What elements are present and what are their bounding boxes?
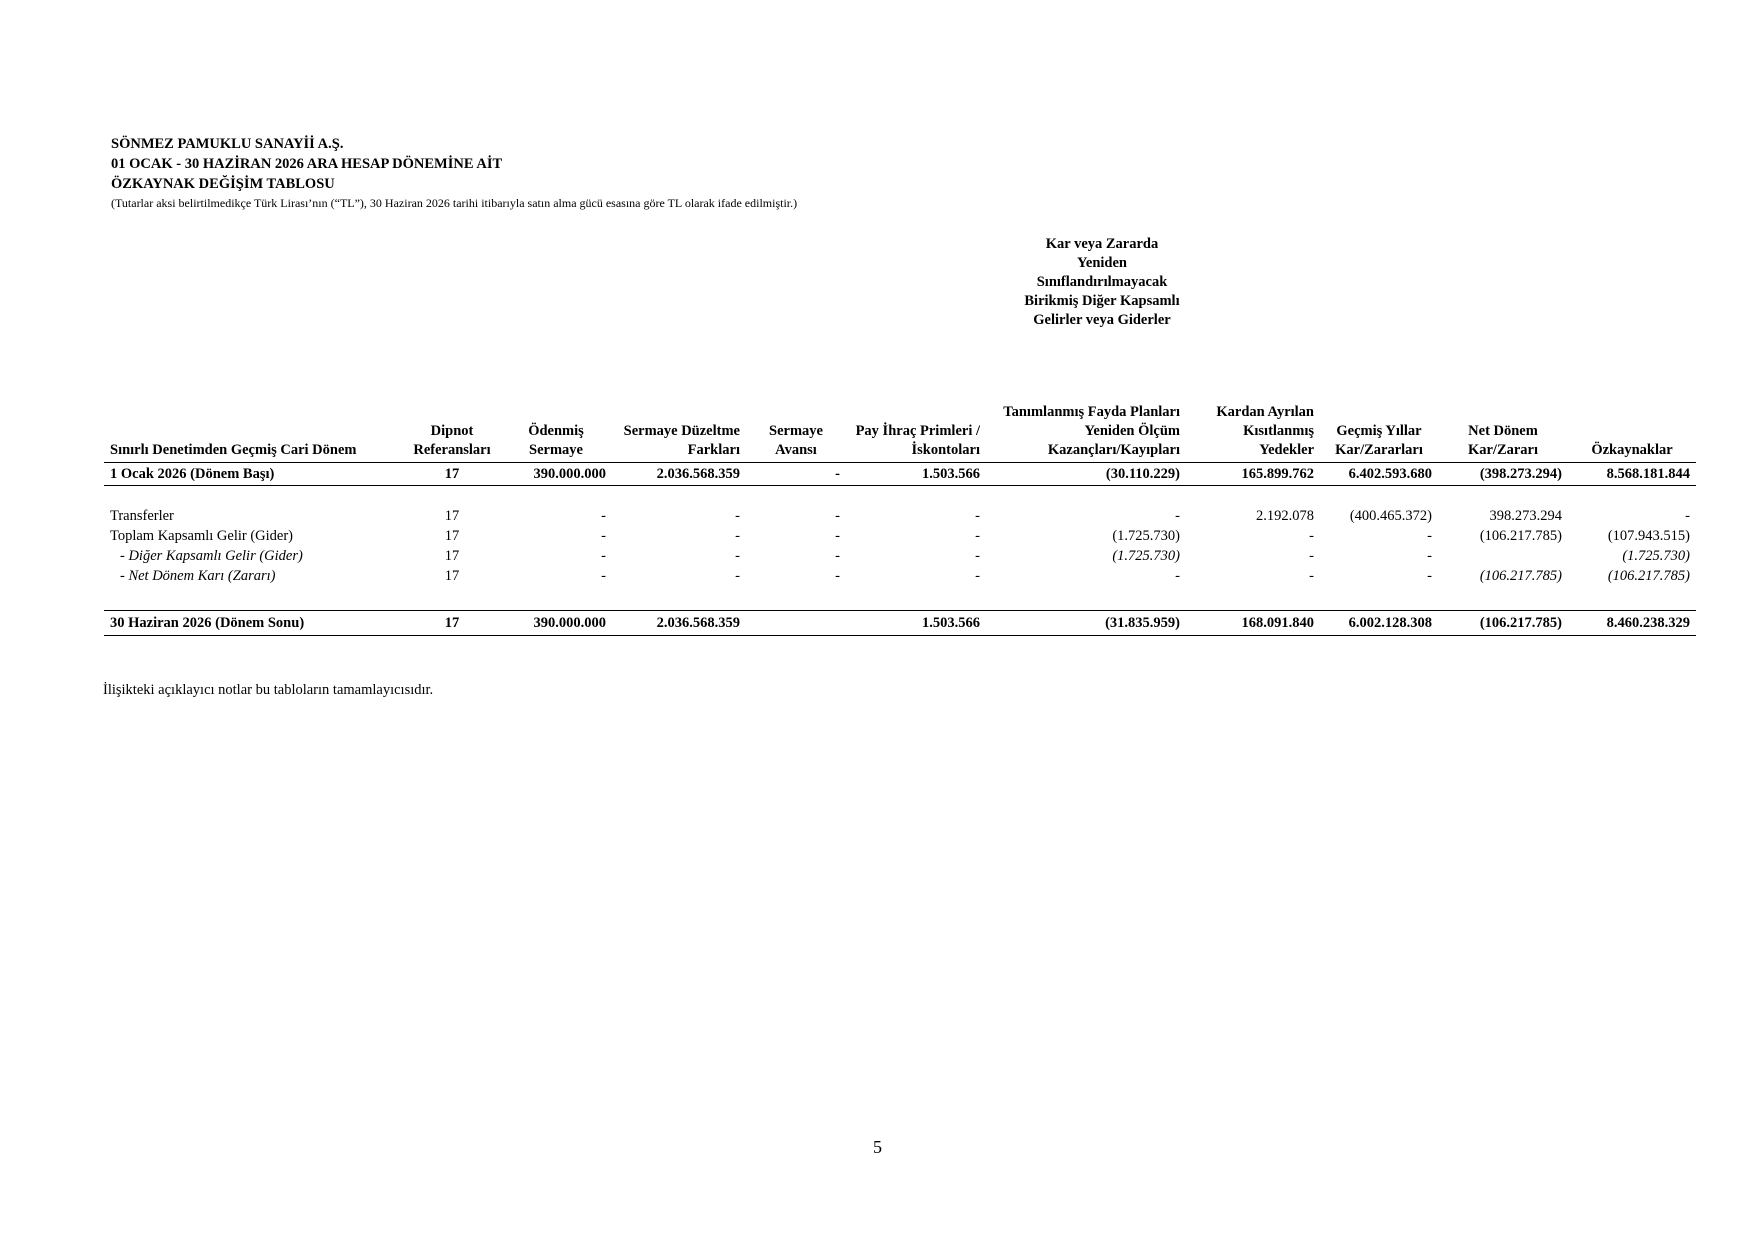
cell-value: (107.943.515) bbox=[1607, 528, 1690, 544]
currency-note: (Tutarlar aksi belirtilmedikçe Türk Lirası’nın (“TL”), 30 Haziran 2026 tarihi itibarıyla satın alma gücü esasına göre TL olarak ifade edilmiştir.) bbox=[111, 196, 798, 210]
cell-value: - bbox=[601, 528, 606, 544]
cell-value: - bbox=[975, 568, 980, 584]
col-header-net-profit: Net Dönem Kar/Zararı bbox=[1438, 403, 1568, 463]
cell-value: - bbox=[735, 528, 740, 544]
cell-value bbox=[746, 611, 846, 636]
cell-value: 6.402.593.680 bbox=[1320, 463, 1438, 486]
row-label-text: - Net Dönem Karı (Zararı) bbox=[120, 568, 276, 584]
group-header-line: Gelirler veya Giderler bbox=[1033, 312, 1171, 328]
cell-value: - bbox=[601, 568, 606, 584]
cell-note: 17 bbox=[404, 611, 500, 636]
cell-value: - bbox=[1427, 548, 1432, 564]
cell-value: 390.000.000 bbox=[500, 463, 612, 486]
col-header-remeasurement: Tanımlanmış Fayda Planları Yeniden Ölçüm Kazançları/Kayıpları bbox=[986, 403, 1186, 463]
cell-value: (30.110.229) bbox=[986, 463, 1186, 486]
cell-value: 6.002.128.308 bbox=[1320, 611, 1438, 636]
col-header-equity: Özkaynaklar bbox=[1568, 403, 1696, 463]
col-header-share-premium: Pay İhraç Primleri /İskontoları bbox=[846, 403, 986, 463]
cell-value: - bbox=[975, 548, 980, 564]
cell-value: 390.000.000 bbox=[500, 611, 612, 636]
document-header bbox=[111, 134, 797, 211]
cell-value: - bbox=[1427, 568, 1432, 584]
row-label: Transferler bbox=[110, 508, 174, 524]
column-header-row bbox=[104, 403, 1696, 463]
table-row-net-profit bbox=[104, 566, 1696, 586]
cell-value: - bbox=[1685, 508, 1690, 524]
table-row-other-comprehensive bbox=[104, 546, 1696, 566]
cell-value: 8.568.181.844 bbox=[1568, 463, 1696, 486]
cell-note: 17 bbox=[444, 548, 460, 564]
cell-value: (1.725.730) bbox=[1112, 528, 1180, 544]
cell-note: 17 bbox=[404, 463, 500, 486]
cell-value: (1.725.730) bbox=[1622, 548, 1690, 564]
equity-changes-table bbox=[104, 403, 1696, 636]
spacer-row bbox=[104, 586, 1696, 611]
row-label bbox=[104, 546, 404, 566]
cell-value: - bbox=[735, 568, 740, 584]
table-row-closing bbox=[104, 611, 1696, 636]
cell-note: 17 bbox=[444, 508, 460, 524]
cell-value: 168.091.840 bbox=[1186, 611, 1320, 636]
cell-value: (398.273.294) bbox=[1438, 463, 1568, 486]
period-title: 01 OCAK - 30 HAZİRAN 2026 ARA HESAP DÖNEMİNE AİT bbox=[111, 156, 503, 172]
row-label bbox=[104, 566, 404, 586]
explanatory-footnote: İlişikteki açıklayıcı notlar bu tabloların tamamlayıcısıdır. bbox=[103, 682, 434, 698]
cell-value: (106.217.785) bbox=[1479, 568, 1562, 584]
cell-value: 2.192.078 bbox=[1256, 508, 1314, 524]
row-label: 1 Ocak 2026 (Dönem Başı) bbox=[104, 463, 404, 486]
cell-value: - bbox=[835, 568, 840, 584]
cell-value: - bbox=[835, 548, 840, 564]
cell-value: 2.036.568.359 bbox=[612, 611, 746, 636]
col-header-paid-capital: Ödenmiş Sermaye bbox=[500, 403, 612, 463]
cell-value: 398.273.294 bbox=[1489, 508, 1562, 524]
col-header-note-ref: Dipnot Referansları bbox=[404, 403, 500, 463]
row-label: 30 Haziran 2026 (Dönem Sonu) bbox=[104, 611, 404, 636]
group-header-line: Sınıflandırılmayacak bbox=[1036, 274, 1168, 290]
cell-value: (400.465.372) bbox=[1349, 508, 1432, 524]
cell-value: (106.217.785) bbox=[1479, 528, 1562, 544]
table-row-transfers bbox=[104, 506, 1696, 526]
row-label-text: - Diğer Kapsamlı Gelir (Gider) bbox=[120, 548, 303, 564]
cell-value: - bbox=[735, 508, 740, 524]
ocı-group-header bbox=[997, 235, 1207, 330]
cell-value: - bbox=[746, 463, 846, 486]
cell-value: - bbox=[835, 528, 840, 544]
cell-value: - bbox=[975, 528, 980, 544]
cell-value: - bbox=[601, 508, 606, 524]
cell-value: - bbox=[1175, 568, 1180, 584]
cell-value: 1.503.566 bbox=[846, 611, 986, 636]
page-number: 5 bbox=[873, 1137, 882, 1157]
cell-value: - bbox=[975, 508, 980, 524]
group-header-line: Yeniden bbox=[1077, 255, 1127, 271]
col-header-retained-earnings: Geçmiş Yıllar Kar/Zararları bbox=[1320, 403, 1438, 463]
cell-value: 165.899.762 bbox=[1186, 463, 1320, 486]
col-header-capital-adjustment: Sermaye Düzeltme Farkları bbox=[612, 403, 746, 463]
cell-value: - bbox=[1309, 528, 1314, 544]
cell-value: 8.460.238.329 bbox=[1568, 611, 1696, 636]
col-header-period: Sınırlı Denetimden Geçmiş Cari Dönem bbox=[104, 403, 404, 463]
group-header-line: Kar veya Zararda bbox=[1045, 236, 1159, 252]
table-row-opening bbox=[104, 463, 1696, 486]
cell-value: - bbox=[735, 548, 740, 564]
cell-note: 17 bbox=[444, 528, 460, 544]
cell-value: - bbox=[1309, 548, 1314, 564]
group-header-line: Birikmiş Diğer Kapsamlı bbox=[1024, 293, 1180, 309]
cell-value: 1.503.566 bbox=[846, 463, 986, 486]
cell-value: (106.217.785) bbox=[1438, 611, 1568, 636]
company-name: SÖNMEZ PAMUKLU SANAYİİ A.Ş. bbox=[111, 136, 344, 152]
cell-value: (106.217.785) bbox=[1607, 568, 1690, 584]
cell-value: - bbox=[1309, 568, 1314, 584]
cell-note: 17 bbox=[444, 568, 460, 584]
cell-value: 2.036.568.359 bbox=[612, 463, 746, 486]
cell-value: - bbox=[601, 548, 606, 564]
statement-title: ÖZKAYNAK DEĞİŞİM TABLOSU bbox=[111, 176, 335, 192]
col-header-restricted-reserves: Kardan Ayrılan Kısıtlanmış Yedekler bbox=[1186, 403, 1320, 463]
spacer-row bbox=[104, 486, 1696, 507]
table-row-total-comprehensive bbox=[104, 526, 1696, 546]
cell-value: (1.725.730) bbox=[1112, 548, 1180, 564]
cell-value bbox=[1438, 546, 1568, 566]
col-header-capital-advance: Sermaye Avansı bbox=[746, 403, 846, 463]
cell-value: - bbox=[1427, 528, 1432, 544]
cell-value: (31.835.959) bbox=[986, 611, 1186, 636]
cell-value: - bbox=[1175, 508, 1180, 524]
row-label: Toplam Kapsamlı Gelir (Gider) bbox=[110, 528, 293, 544]
cell-value: - bbox=[835, 508, 840, 524]
